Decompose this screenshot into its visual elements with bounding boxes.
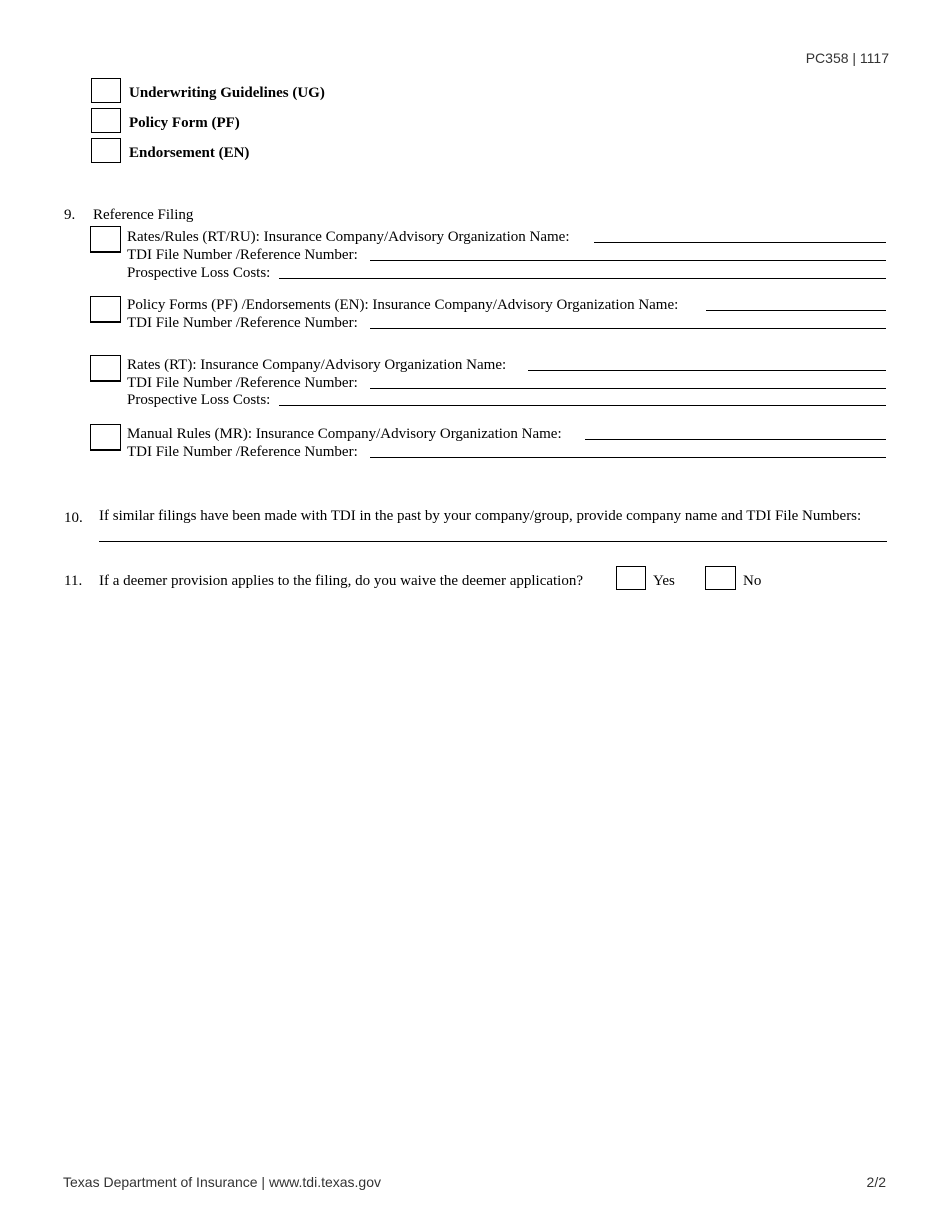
rates-company-label: Rates (RT): Insurance Company/Advisory Organization Name: — [127, 357, 507, 373]
manual-rules-tdi-input[interactable] — [370, 457, 886, 458]
checkbox-underline — [90, 322, 121, 323]
rates-rules-tdi-input[interactable] — [370, 260, 886, 261]
q10-answer-input[interactable] — [99, 541, 887, 542]
q9-number: 9. — [64, 207, 76, 223]
no-checkbox[interactable] — [705, 566, 736, 590]
footer-org: Texas Department of Insurance | www.tdi.texas.gov — [63, 1174, 382, 1190]
pf-checkbox[interactable] — [91, 108, 121, 133]
ug-label: Underwriting Guidelines (UG) — [129, 85, 325, 101]
policy-forms-company-input[interactable] — [706, 310, 886, 311]
rates-rules-company-label: Rates/Rules (RT/RU): Insurance Company/Advisory Organization Name: — [127, 229, 570, 245]
form-code: PC358 | 1117 — [805, 50, 889, 66]
pf-label: Policy Form (PF) — [129, 115, 240, 131]
manual-rules-tdi-label: TDI File Number /Reference Number: — [127, 444, 358, 460]
rates-loss-input[interactable] — [279, 405, 886, 406]
page-number: 2/2 — [866, 1174, 886, 1190]
yes-label: Yes — [653, 573, 675, 589]
rates-rules-loss-label: Prospective Loss Costs: — [127, 265, 271, 281]
ug-checkbox[interactable] — [91, 78, 121, 103]
q10-number: 10. — [64, 510, 83, 526]
policy-forms-checkbox[interactable] — [90, 296, 121, 322]
rates-rules-checkbox[interactable] — [90, 226, 121, 252]
rates-loss-label: Prospective Loss Costs: — [127, 392, 271, 408]
policy-forms-company-label: Policy Forms (PF) /Endorsements (EN): Insurance Company/Advisory Organization Name: — [127, 297, 679, 313]
rates-tdi-input[interactable] — [370, 388, 886, 389]
q9-title: Reference Filing — [93, 207, 194, 223]
policy-forms-tdi-label: TDI File Number /Reference Number: — [127, 315, 358, 331]
no-label: No — [743, 573, 762, 589]
en-checkbox[interactable] — [91, 138, 121, 163]
yes-checkbox[interactable] — [616, 566, 646, 590]
rates-checkbox[interactable] — [90, 355, 121, 381]
rates-rules-loss-input[interactable] — [279, 278, 886, 279]
checkbox-underline — [90, 252, 121, 253]
manual-rules-checkbox[interactable] — [90, 424, 121, 450]
checkbox-underline — [90, 450, 121, 451]
en-label: Endorsement (EN) — [129, 145, 250, 161]
rates-rules-company-input[interactable] — [594, 242, 886, 243]
policy-forms-tdi-input[interactable] — [370, 328, 886, 329]
rates-tdi-label: TDI File Number /Reference Number: — [127, 375, 358, 391]
rates-rules-tdi-label: TDI File Number /Reference Number: — [127, 247, 358, 263]
q11-number: 11. — [64, 573, 83, 589]
q11-text: If a deemer provision applies to the filing, do you waive the deemer application? — [99, 573, 584, 589]
manual-rules-company-label: Manual Rules (MR): Insurance Company/Advisory Organization Name: — [127, 426, 562, 442]
manual-rules-company-input[interactable] — [585, 439, 886, 440]
rates-company-input[interactable] — [528, 370, 886, 371]
q10-text: If similar filings have been made with TDI in the past by your company/group, provide company name and TDI File Numbers: — [99, 508, 862, 524]
checkbox-underline — [90, 381, 121, 382]
